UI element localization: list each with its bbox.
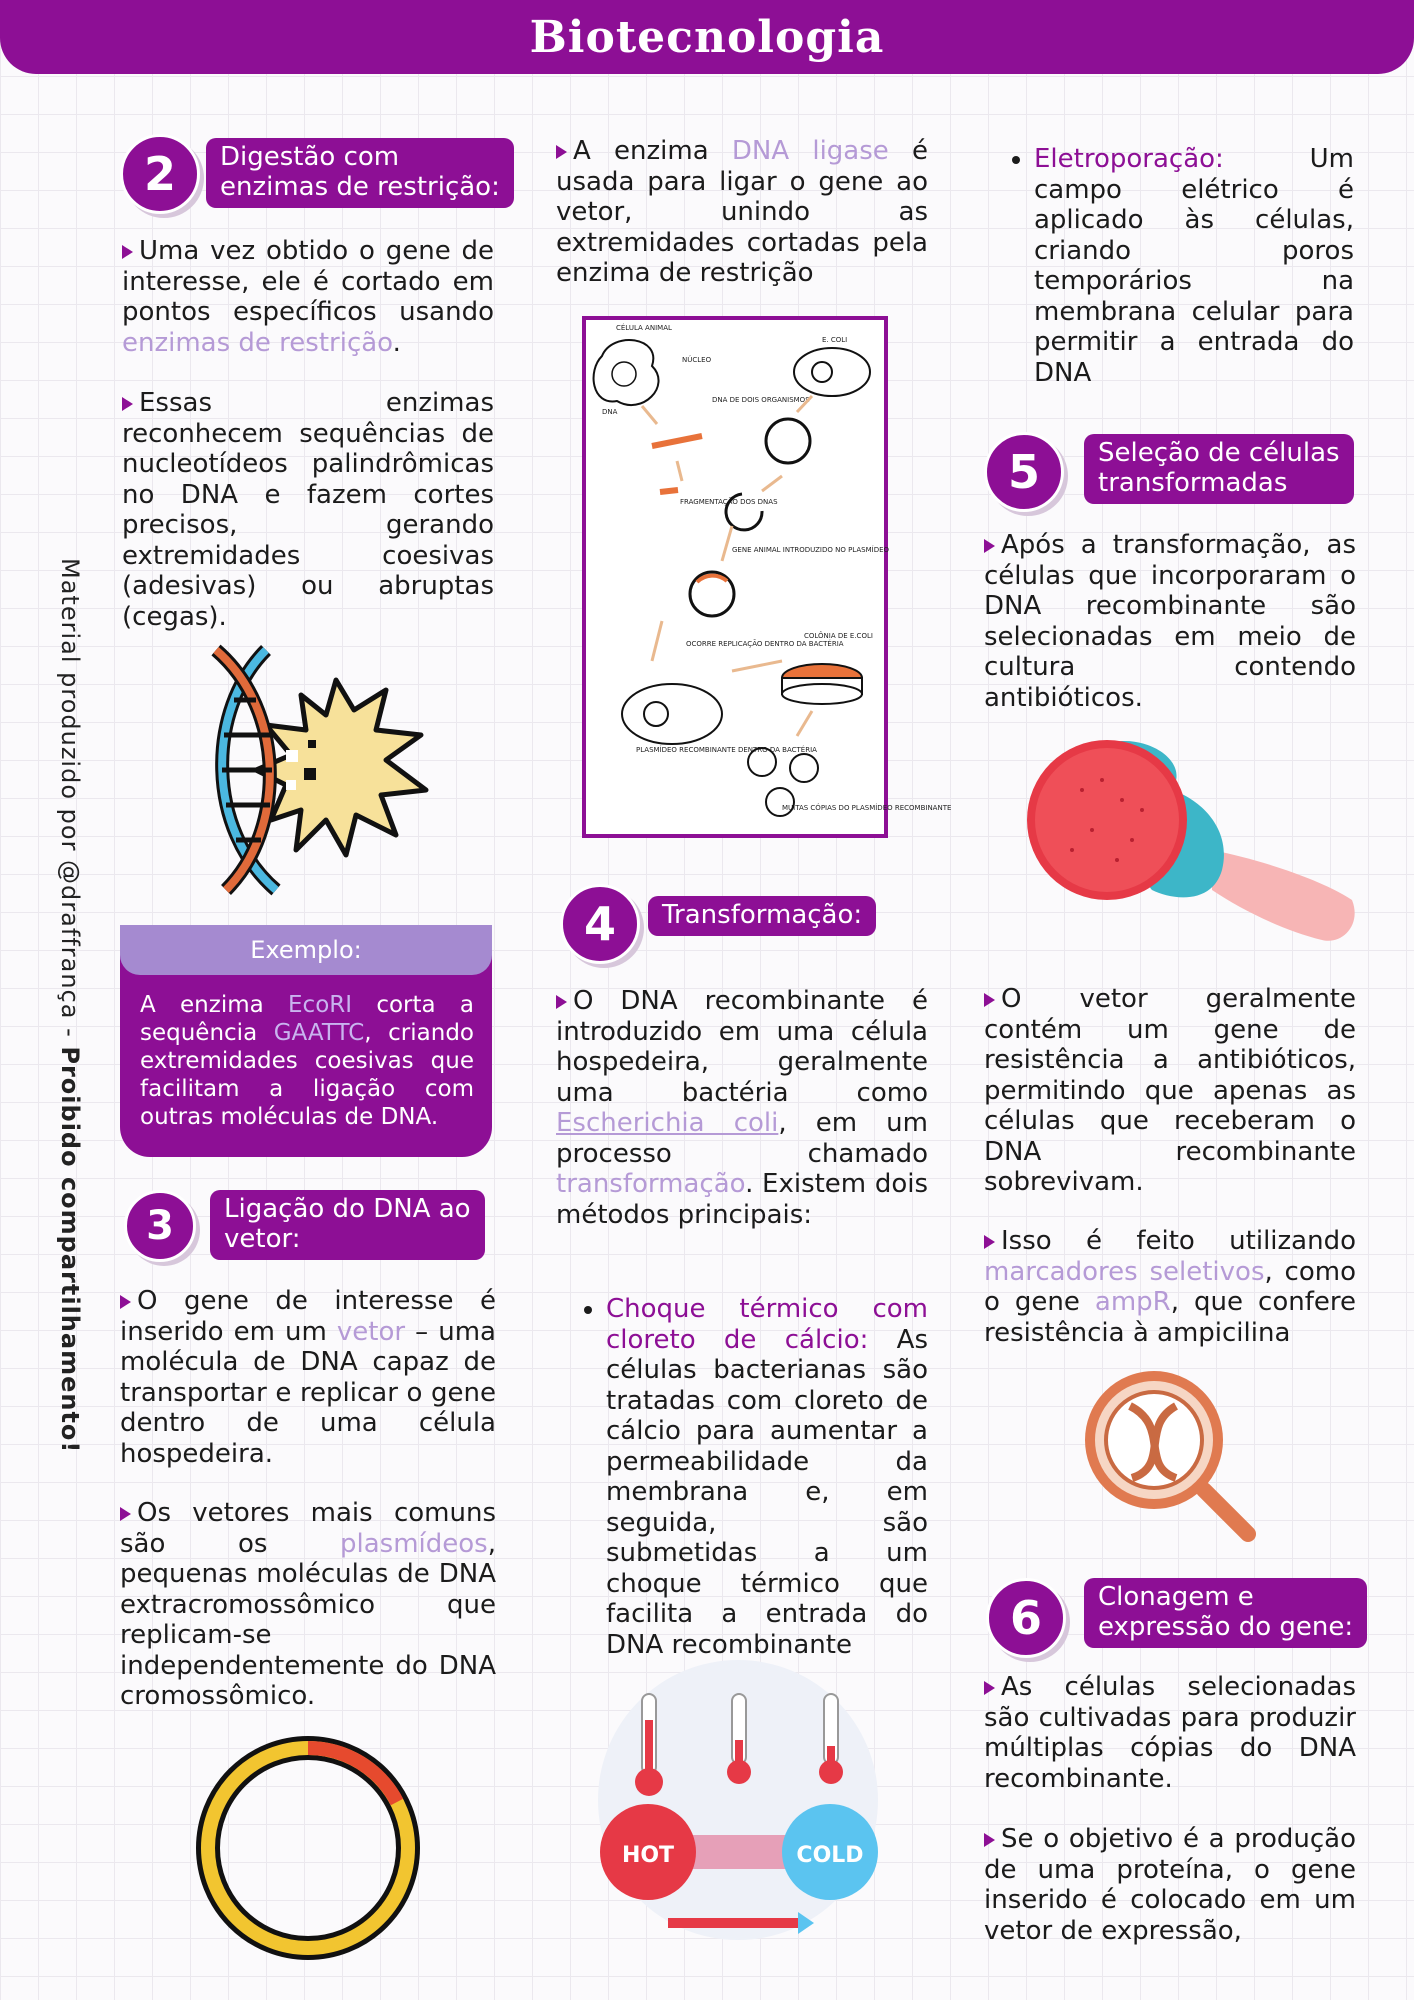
credit-prefix: Material produzido por @draffrança -: [56, 558, 84, 1047]
text: corta a sequência: [140, 992, 474, 1046]
plasmid-illustration: [192, 1732, 424, 1964]
method-title: Eletroporação:: [1034, 144, 1224, 174]
hot-label: HOT: [621, 1843, 675, 1868]
text: – uma molécula de DNA capaz de transportar e replicar o gene dentro de uma célula hospedeira.: [120, 1316, 496, 1469]
text: .: [392, 327, 401, 358]
text: As células selecionadas são cultivadas para produzir múltiplas cópias do DNA recombinante.: [984, 1672, 1356, 1794]
side-credit: [56, 558, 84, 1453]
step-6-paragraph-2: [984, 1824, 1356, 1946]
bullet-icon: [984, 1235, 995, 1249]
text: O DNA recombinante é introduzido em uma célula hospedeira, geralmente uma bactéria como: [556, 986, 928, 1108]
step-5-badge: 5: [984, 432, 1064, 512]
label-e-coli: E. COLI: [822, 336, 848, 344]
label-dna: DNA: [602, 408, 618, 416]
magnifier-dna-icon: [1080, 1366, 1260, 1546]
step-5-paragraph-2: [984, 984, 1356, 1198]
page-title: Biotecnologia: [529, 11, 885, 63]
label-plasmideo: PLASMÍDEO RECOMBINANTE DENTRO DA BACTÉRIA: [636, 746, 817, 754]
example-text: [120, 975, 492, 1131]
step-2-title-line2: enzimas de restrição:: [220, 172, 500, 202]
ligase-paragraph: [556, 136, 928, 289]
step-5-title-line2: transformadas: [1098, 468, 1288, 498]
label-gene-animal: GENE ANIMAL INTRODUZIDO NO PLASMÍDEO: [732, 546, 890, 554]
step-2-title: [206, 138, 514, 208]
label-muitas: MUITAS CÓPIAS DO PLASMÍDEO RECOMBINANTE: [782, 804, 952, 812]
header-banner: [0, 0, 1414, 74]
text: , pequenas moléculas de DNA extracromossômico que replicam-se independentemente do DNA cromossômico.: [120, 1528, 496, 1711]
method-electroporation: [1006, 144, 1354, 388]
text: Se o objetivo é a produção de uma proteína, o gene inserido é colocado em um vetor de expressão,: [984, 1824, 1356, 1946]
heat-shock-illustration: [578, 1650, 898, 1940]
text: A enzima: [140, 992, 289, 1018]
step-3-title-line1: Ligação do DNA ao: [224, 1194, 471, 1224]
bullet-icon: [120, 1507, 131, 1521]
step-2-paragraph-1: [122, 236, 494, 358]
text: , como o gene: [984, 1256, 1356, 1317]
text: O vetor geralmente contém um gene de resistência a antibióticos, permitindo que apenas as células que receberam o DNA recombinante sobrevivam.: [984, 984, 1356, 1197]
bullet-icon: [556, 145, 567, 159]
step-5-title-line1: Seleção de células: [1098, 438, 1340, 468]
step-5-title: [1084, 434, 1354, 504]
text: Após a transformação, as células que incorporaram o DNA recombinante são selecionadas em meio de cultura contendo antibióticos.: [984, 530, 1356, 713]
text: , criando extremidades coesivas que facilitam a ligação com outras moléculas de DNA.: [140, 1020, 474, 1130]
step-3-paragraph-1: [120, 1286, 496, 1469]
example-box: [120, 925, 492, 1157]
text: O gene de interesse é inserido em um: [120, 1286, 496, 1347]
text: A enzima: [573, 136, 732, 166]
dna-cut-illustration: [186, 640, 436, 900]
text: é usada para ligar o gene ao vetor, unindo as extremidades cortadas pela enzima de restrição: [556, 136, 929, 288]
step-6-title-line1: Clonagem e: [1098, 1582, 1254, 1612]
bullet-icon: [984, 993, 995, 1007]
cloning-diagram: [582, 316, 952, 838]
step-2-title-line1: Digestão com: [220, 142, 400, 172]
highlight-term: enzimas de restrição: [122, 327, 393, 358]
highlight-term: transformação: [556, 1169, 746, 1199]
text: , que confere resistência à ampicilina: [984, 1287, 1356, 1348]
cold-label: COLD: [796, 1843, 864, 1868]
text: As células bacterianas são tratadas com cloreto de cálcio para aumentar a permeabilidade da membrana e, em seguida, são submetidas a um choque térmico que facilita a entrada do DNA recombinante: [606, 1324, 928, 1660]
label-colonia: COLÔNIA DE E.COLI: [804, 632, 873, 640]
step-6-badge: 6: [986, 1578, 1066, 1658]
step-5-paragraph-1: [984, 530, 1356, 713]
label-nucleo: NÚCLEO: [682, 356, 712, 364]
bullet-icon: [984, 1681, 995, 1695]
step-6-title: [1084, 1578, 1367, 1648]
bullet-icon: [122, 245, 133, 259]
highlight-term: plasmídeos: [340, 1528, 488, 1559]
sequence: GAATTC: [273, 1020, 365, 1046]
step-6-paragraph-1: [984, 1672, 1356, 1794]
step-3-badge: 3: [124, 1190, 196, 1262]
step-4-title: Transformação:: [648, 896, 876, 936]
step-2-badge: 2: [120, 134, 200, 214]
example-header: Exemplo:: [120, 925, 492, 975]
label-fragmentacao: FRAGMENTAÇÃO DOS DNAS: [680, 498, 778, 506]
step-3-title: [210, 1190, 485, 1260]
step-3-paragraph-2: [120, 1498, 496, 1712]
highlight-term: ampR: [1094, 1287, 1171, 1317]
step-5-paragraph-3: [984, 1226, 1356, 1348]
step-2-paragraph-2: [122, 388, 494, 632]
text: Os vetores mais comuns são os: [120, 1498, 496, 1559]
text: Isso é feito utilizando: [1001, 1226, 1356, 1256]
label-ocorre: OCORRE REPLICAÇÃO DENTRO DA BACTÉRIA: [686, 640, 844, 648]
method-title: Choque térmico com cloreto de cálcio:: [606, 1294, 928, 1355]
highlight-term: DNA ligase: [731, 136, 889, 166]
text: Essas enzimas reconhecem sequências de nucleotídeos palindrômicas no DNA e fazem cortes precisos, gerando extremidades coesivas (adesivas) ou abruptas (cegas).: [122, 388, 494, 632]
text: . Existem dois métodos principais:: [556, 1169, 928, 1230]
bullet-icon: [122, 397, 133, 411]
label-dna-dois: DNA DE DOIS ORGANISMOS: [712, 396, 810, 404]
bullet-icon: [556, 995, 567, 1009]
credit-bold: Proibido compartilhamento!: [56, 1046, 84, 1454]
text: Um campo elétrico é aplicado às células, criando poros temporários na membrana celular para permitir a entrada do DNA: [1034, 144, 1354, 388]
step-4-badge: 4: [560, 884, 640, 964]
method-heat-shock: [578, 1294, 928, 1660]
bullet-icon: [984, 539, 995, 553]
text: , em um processo chamado: [556, 1108, 928, 1169]
highlight-term: marcadores seletivos: [984, 1256, 1265, 1287]
bullet-icon: [120, 1295, 131, 1309]
step-3-title-line2: vetor:: [224, 1224, 301, 1254]
petri-dish-illustration: [1022, 730, 1362, 945]
text: Uma vez obtido o gene de interesse, ele é cortado em pontos específicos usando: [122, 236, 494, 327]
step-6-title-line2: expressão do gene:: [1098, 1612, 1354, 1642]
enzyme-name: EcoRI: [288, 992, 353, 1018]
label-celula-animal: CÉLULA ANIMAL: [616, 324, 672, 332]
highlight-term: Escherichia coli: [556, 1108, 779, 1138]
highlight-term: vetor: [336, 1316, 406, 1347]
bullet-icon: [984, 1833, 995, 1847]
step-4-paragraph: [556, 986, 928, 1230]
